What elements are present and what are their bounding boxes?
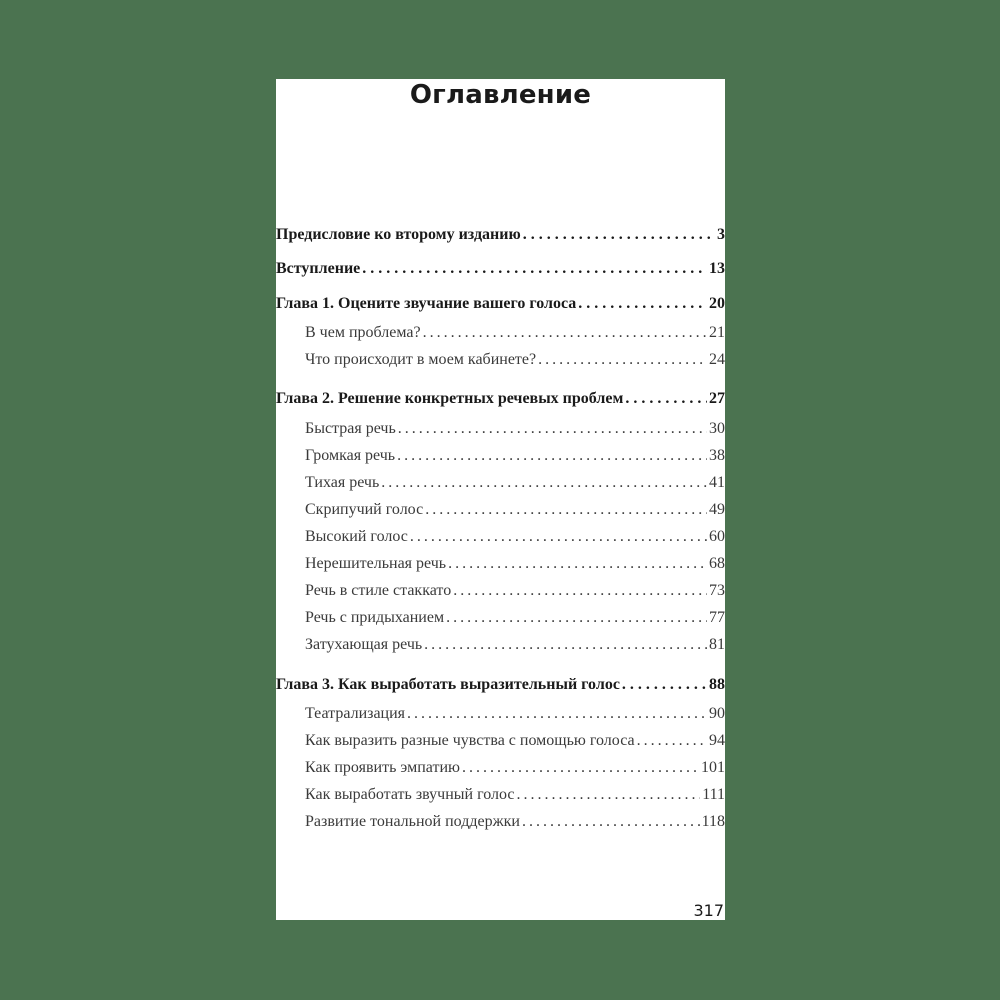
- leader-dots: [446, 608, 707, 628]
- toc-entry-label: Что происходит в моем кабинете?: [305, 351, 537, 368]
- toc-entry-page: 21: [709, 324, 725, 341]
- toc-entry-page: 77: [709, 609, 725, 626]
- toc-entry-introduction[interactable]: [276, 259, 725, 279]
- book-page: [276, 79, 725, 920]
- toc-entry-section[interactable]: [276, 473, 725, 493]
- page-number: 317: [693, 901, 724, 920]
- toc-entry-label: Тихая речь: [305, 474, 380, 491]
- toc-entry-section[interactable]: [276, 731, 725, 751]
- toc-entry-page: 30: [709, 420, 725, 437]
- toc-entry-label: Высокий голос: [305, 528, 408, 545]
- toc-entry-label: Нерешительная речь: [305, 555, 447, 572]
- leader-dots: [523, 225, 715, 245]
- leader-dots: [381, 473, 707, 493]
- leader-dots: [398, 419, 707, 439]
- toc-entry-section[interactable]: [276, 635, 725, 655]
- toc-entry-section[interactable]: [276, 527, 725, 547]
- toc-entry-section[interactable]: [276, 554, 725, 574]
- leader-dots: [625, 389, 707, 409]
- toc-entry-page: 118: [701, 813, 725, 830]
- leader-dots: [424, 635, 707, 655]
- leader-dots: [407, 704, 707, 724]
- toc-entry-page: 13: [709, 260, 725, 277]
- toc-entry-page: 88: [709, 676, 725, 693]
- leader-dots: [423, 323, 707, 343]
- toc-entry-page: 73: [709, 582, 725, 599]
- toc-entry-page: 90: [709, 705, 725, 722]
- leader-dots: [448, 554, 707, 574]
- toc-entry-label: Развитие тональной поддержки: [305, 813, 520, 830]
- toc-entry-section[interactable]: [276, 812, 725, 832]
- leader-dots: [362, 259, 707, 279]
- toc-entry-page: 38: [709, 447, 725, 464]
- toc-entry-page: 3: [717, 226, 725, 243]
- leader-dots: [462, 758, 699, 778]
- toc-entry-page: 111: [702, 786, 725, 803]
- toc-entry-page: 81: [709, 636, 725, 653]
- leader-dots: [637, 731, 707, 751]
- toc-entry-section[interactable]: [276, 581, 725, 601]
- toc-entry-label: Театрализация: [305, 705, 406, 722]
- toc-entry-label: Предисловие ко второму изданию: [276, 226, 521, 243]
- toc-entry-page: 49: [709, 501, 725, 518]
- toc-entry-page: 41: [709, 474, 725, 491]
- toc-entry-label: Глава 3. Как выработать выразительный голос: [276, 676, 620, 693]
- toc-entry-section[interactable]: [276, 785, 725, 805]
- leader-dots: [522, 812, 700, 832]
- toc-entry-page: 27: [709, 390, 725, 407]
- toc-entry-page: 68: [709, 555, 725, 572]
- toc-entry-section[interactable]: [276, 758, 725, 778]
- toc-entry-section[interactable]: [276, 419, 725, 439]
- toc-entry-section[interactable]: [276, 446, 725, 466]
- toc-entry-label: Речь в стиле стаккато: [305, 582, 452, 599]
- leader-dots: [410, 527, 707, 547]
- leader-dots: [517, 785, 701, 805]
- toc-entry-label: Вступление: [276, 260, 361, 277]
- page-title: Оглавление: [409, 80, 592, 110]
- leader-dots: [578, 294, 707, 314]
- toc-entry-chapter-1[interactable]: [276, 294, 725, 314]
- toc-entry-label: Речь с придыханием: [305, 609, 445, 626]
- toc-entry-label: Быстрая речь: [305, 420, 396, 437]
- toc-entry-label: Скрипучий голос: [305, 501, 424, 518]
- toc-entry-chapter-3[interactable]: [276, 675, 725, 695]
- toc-entry-page: 60: [709, 528, 725, 545]
- toc-entry-page: 101: [701, 759, 725, 776]
- leader-dots: [622, 675, 707, 695]
- toc-entry-section[interactable]: [276, 500, 725, 520]
- toc-entry-label: Как выразить разные чувства с помощью голоса: [305, 732, 635, 749]
- toc-entry-label: Глава 1. Оцените звучание вашего голоса: [276, 295, 577, 312]
- toc-entry-label: В чем проблема?: [305, 324, 421, 341]
- toc-entry-section[interactable]: [276, 704, 725, 724]
- leader-dots: [425, 500, 707, 520]
- leader-dots: [397, 446, 707, 466]
- toc-entry-preface[interactable]: [276, 225, 725, 245]
- toc-entry-label: Как выработать звучный голос: [305, 786, 515, 803]
- toc-entry-page: 24: [709, 351, 725, 368]
- toc-entry-section[interactable]: [276, 608, 725, 628]
- toc-entry-page: 94: [709, 732, 725, 749]
- toc-entry-section[interactable]: [276, 350, 725, 370]
- leader-dots: [538, 350, 707, 370]
- toc-entry-section[interactable]: [276, 323, 725, 343]
- toc-entry-label: Громкая речь: [305, 447, 396, 464]
- toc-entry-label: Глава 2. Решение конкретных речевых проблем: [276, 390, 624, 407]
- toc-entry-chapter-2[interactable]: [276, 389, 725, 409]
- toc-entry-page: 20: [709, 295, 725, 312]
- toc-entry-label: Как проявить эмпатию: [305, 759, 460, 776]
- toc-entry-label: Затухающая речь: [305, 636, 423, 653]
- leader-dots: [453, 581, 707, 601]
